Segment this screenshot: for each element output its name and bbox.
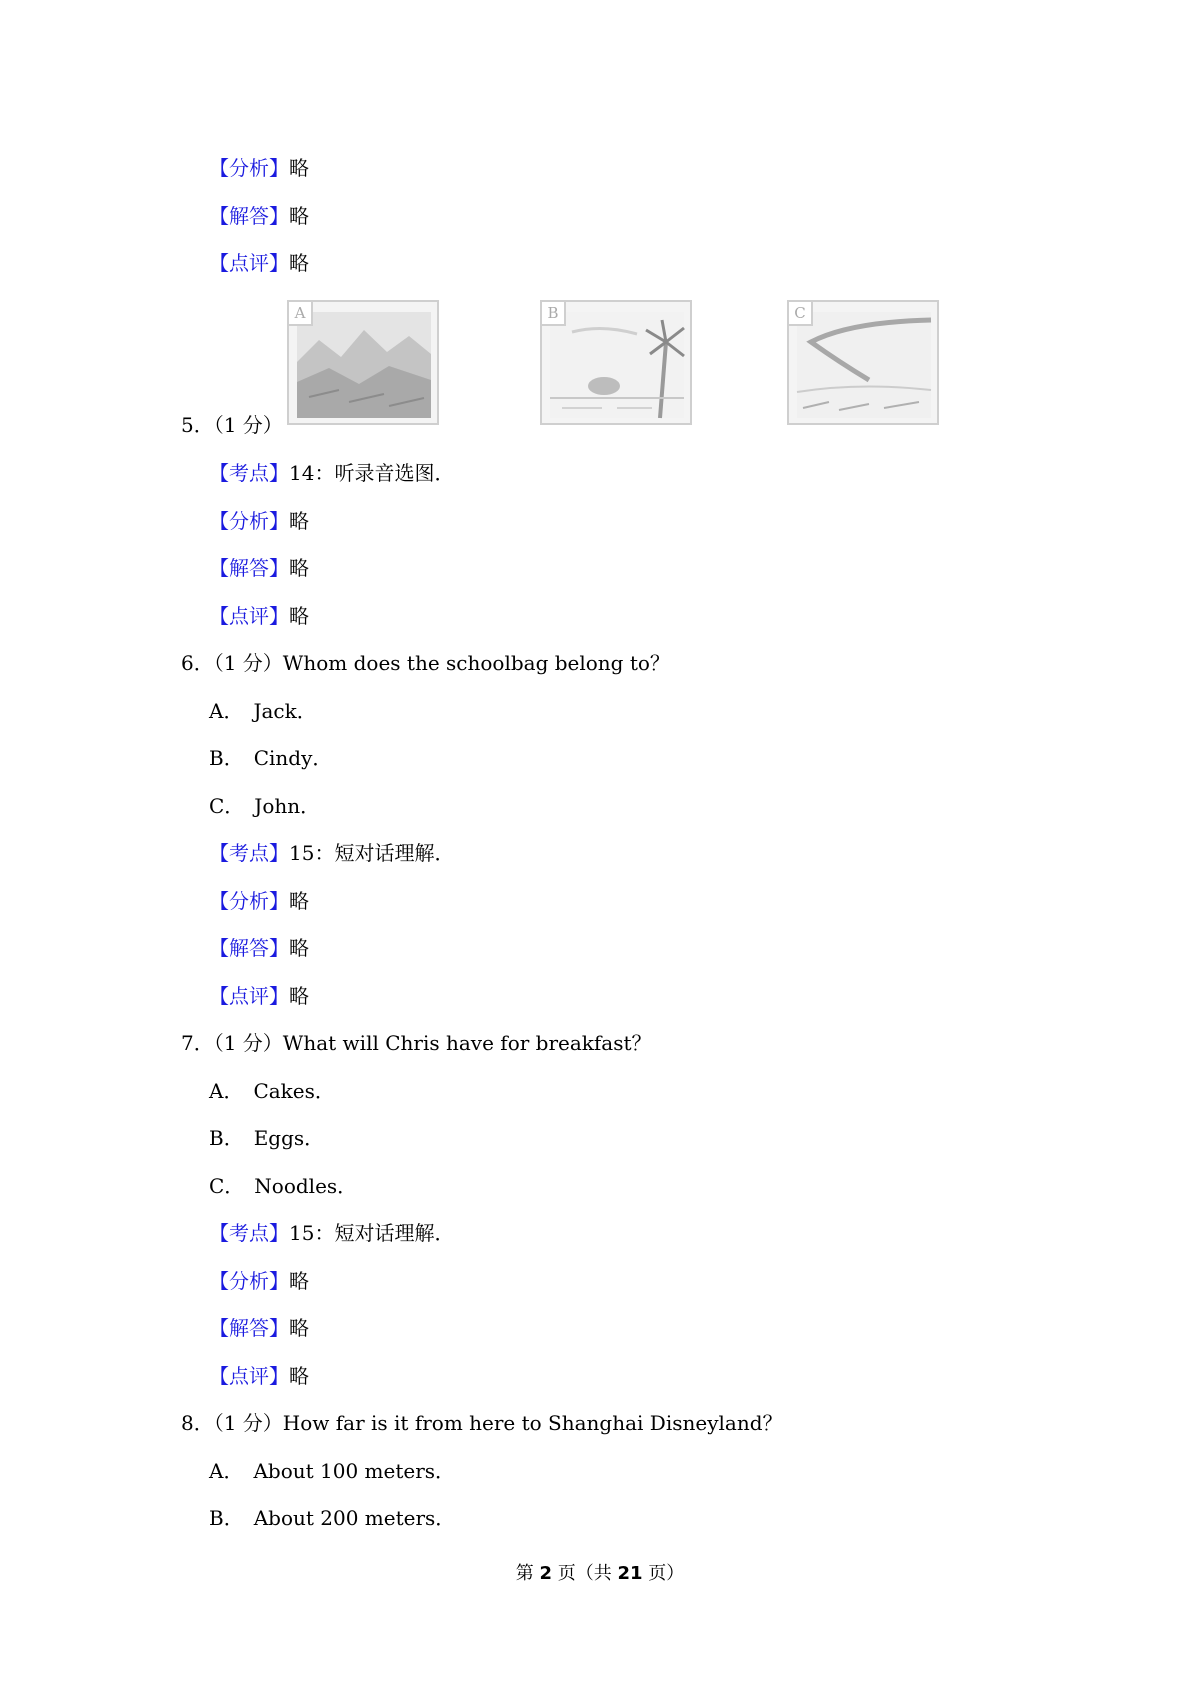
q6-option-c: C． John．	[209, 794, 321, 818]
q6-topic: 【考点】15：短对话理解．	[209, 841, 455, 865]
page-total: 21	[617, 1563, 643, 1584]
q5-answer: 【解答】略	[209, 556, 309, 580]
q5-analysis: 【分析】略	[209, 509, 309, 533]
q6-comment: 【点评】略	[209, 984, 309, 1008]
page-number: 2	[539, 1563, 552, 1584]
q5-stem: 5．（1 分）	[181, 413, 283, 437]
q4-comment: 【点评】略	[209, 251, 309, 275]
q8-option-b: B． About 200 meters．	[209, 1506, 456, 1530]
q6-answer: 【解答】略	[209, 936, 309, 960]
q5-comment: 【点评】略	[209, 604, 309, 628]
q6-option-b: B． Cindy．	[209, 746, 333, 770]
picture-a-label: A	[287, 300, 313, 326]
q8-stem: 8．（1 分）How far is it from here to Shanghai Disneyland？	[181, 1411, 783, 1435]
q7-topic: 【考点】15：短对话理解．	[209, 1221, 455, 1245]
q6-stem: 6．（1 分）Whom does the schoolbag belong to？	[181, 651, 670, 675]
page-footer: 第 2 页（共 21 页）	[515, 1563, 685, 1584]
q7-comment: 【点评】略	[209, 1364, 309, 1388]
picture-b-label: B	[540, 300, 566, 326]
q7-option-b: B． Eggs．	[209, 1126, 325, 1150]
q4-analysis: 【分析】略	[209, 156, 309, 180]
picture-c-coastline	[787, 300, 939, 425]
q8-option-a: A． About 100 meters．	[209, 1459, 456, 1483]
picture-b-beach	[540, 300, 692, 425]
q6-option-a: A． Jack．	[209, 699, 317, 723]
q4-answer: 【解答】略	[209, 204, 309, 228]
q7-analysis: 【分析】略	[209, 1269, 309, 1293]
q5-topic: 【考点】14：听录音选图．	[209, 461, 455, 485]
q6-analysis: 【分析】略	[209, 889, 309, 913]
picture-a-mountains	[287, 300, 439, 425]
q7-option-c: C． Noodles．	[209, 1174, 358, 1198]
q7-stem: 7．（1 分）What will Chris have for breakfast？	[181, 1031, 652, 1055]
q7-answer: 【解答】略	[209, 1316, 309, 1340]
q7-option-a: A． Cakes．	[209, 1079, 335, 1103]
picture-c-label: C	[787, 300, 813, 326]
